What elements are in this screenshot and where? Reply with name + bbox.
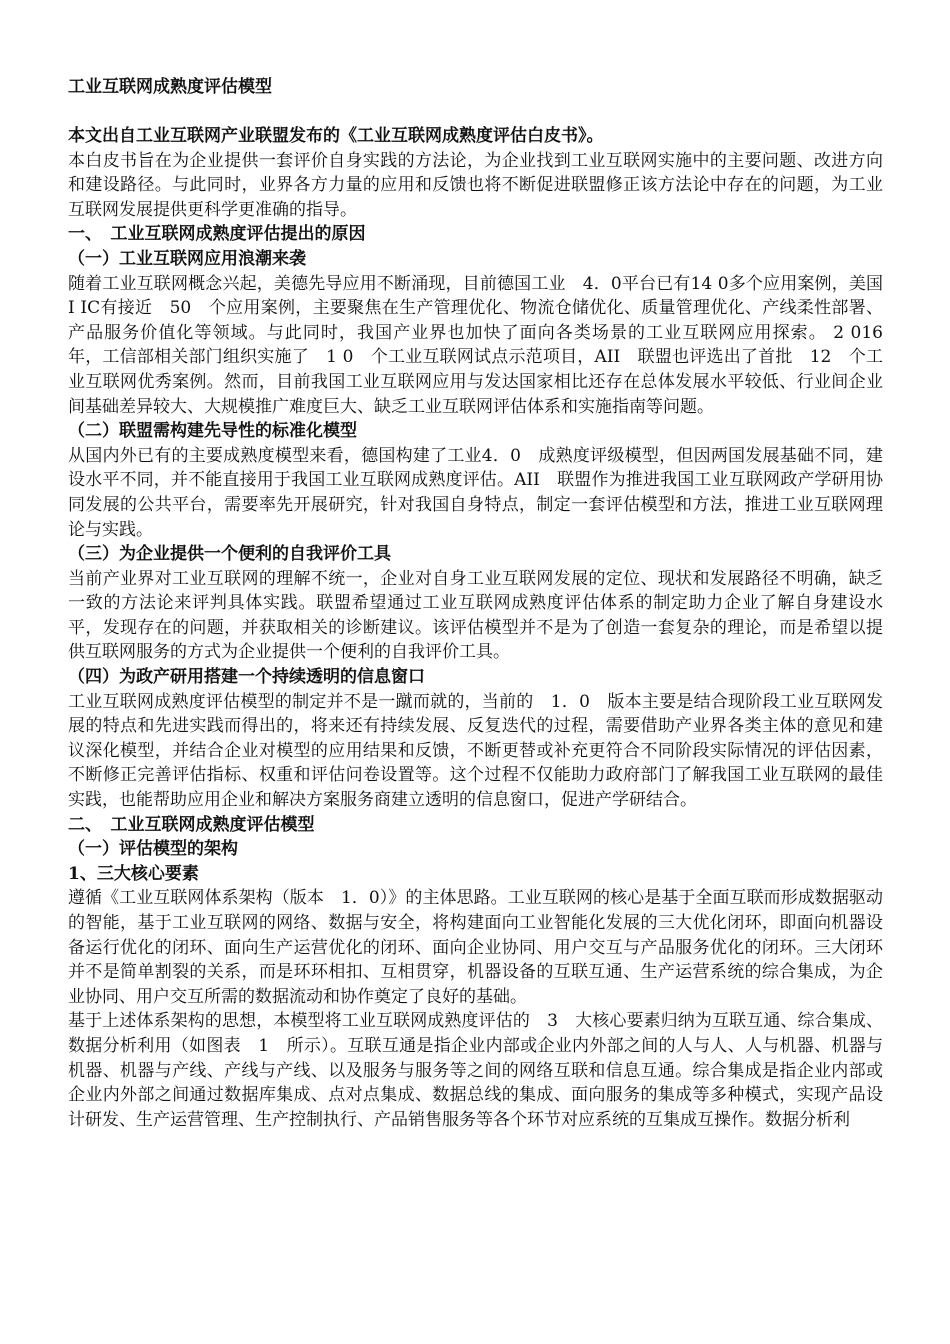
section-2-heading: 二、 工业互联网成熟度评估模型 [68, 814, 315, 835]
document-title: 工业互联网成熟度评估模型 [68, 77, 272, 97]
document-page [68, 74, 900, 1132]
section-1-2-heading: （二）联盟需构建先导性的标准化模型 [68, 421, 357, 442]
section-1-1-heading: （一）工业互联网应用浪潮来袭 [68, 248, 306, 269]
section-1-3-paragraph: 当前产业界对工业互联网的理解不统一，企业对自身工业互联网发展的定位、现状和发展路径不明确，缺乏一致的方法论来评判具体实践。联盟希望通过工业互联网成熟度评估体系的制定助力企业了解自身建设水平，发现存在的问题，并获取相关的诊断建议。该评估模型并不是为了创造一套复杂的理论，而是希望以提供互联网服务的方式为企业提供一个便利的自我评价工具。 [68, 568, 883, 663]
section-2-1-heading: （一）评估模型的架构 [68, 839, 238, 860]
section-1-2-paragraph: 从国内外已有的主要成熟度模型来看，德国构建了工业4．0 成熟度评级模型，但因两国发展基础不同，建设水平不同，并不能直接用于我国工业互联网成熟度评估。AII 联盟作为推进我国工业互联网政产学研用协同发展的公共平台，需要率先开展研究，针对我国自身特点，制定一套评估模型和方法，推进工业互联网理论与实践。 [68, 445, 883, 540]
section-2-1-1-heading: 1、三大核心要素 [68, 863, 199, 884]
intro-paragraph: 本白皮书旨在为企业提供一套评价自身实践的方法论，为企业找到工业互联网实施中的主要问题、改进方向和建设路径。与此同时，业界各方力量的应用和反馈也将不断促进联盟修正该方法论中存在的问题，为工业互联网发展提供更科学更准确的指导。 [68, 150, 883, 220]
source-line: 本文出自工业互联网产业联盟发布的《工业互联网成熟度评估白皮书》。 [68, 126, 604, 146]
section-2-1-1-paragraph-2: 基于上述体系架构的思想，本模型将工业互联网成熟度评估的 3 大核心要素归纳为互联互通、综合集成、数据分析利用（如图表 1 所示）。互联互通是指企业内部或企业内外部之间的人与人、人与机器、机器与机器、机器与产线、产线与产线、以及服务与服务等之间的网络互联和信息互通。综合集成是指企业内部或企业内外部之间通过数据库集成、点对点集成、数据总线的集成、面向服务的集成等多种模式，实现产品设计研发、生产运营管理、生产控制执行、产品销售服务等各个环节对应系统的互集成互操作。数据分析利 [68, 1011, 883, 1130]
section-2-1-1-paragraph-1: 遵循《工业互联网体系架构（版本 1．0）》的主体思路。工业互联网的核心是基于全面互联而形成数据驱动的智能，基于工业互联网的网络、数据与安全，将构建面向工业智能化发展的三大优化闭环，即面向机器设备运行优化的闭环、面向生产运营优化的闭环、面向企业协同、用户交互与产品服务优化的闭环。三大闭环并不是简单割裂的关系，而是环环相扣、互相贯穿，机器设备的互联互通、生产运营系统的综合集成，为企业协同、用户交互所需的数据流动和协作奠定了良好的基础。 [68, 888, 883, 1007]
section-1-heading: 一、 工业互联网成熟度评估提出的原因 [68, 224, 366, 245]
section-1-4-paragraph: 工业互联网成熟度评估模型的制定并不是一蹴而就的，当前的 1．0 版本主要是结合现阶段工业互联网发展的特点和先进实践而得出的，将来还有持续发展、反复迭代的过程，需要借助产业界各类主体的意见和建议深化模型，并结合企业对模型的应用结果和反馈，不断更替或补充更符合不同阶段实际情况的评估因素，不断修正完善评估指标、权重和评估问卷设置等。这个过程不仅能助力政府部门了解我国工业互联网的最佳实践，也能帮助应用企业和解决方案服务商建立透明的信息窗口，促进产学研结合。 [68, 691, 883, 811]
section-1-4-heading: （四）为政产研用搭建一个持续透明的信息窗口 [68, 667, 425, 688]
section-1-1-paragraph: 随着工业互联网概念兴起，美德先导应用不断涌现，目前德国工业 4．0平台已有14 0多个应用案例，美国 I IC有接近 50 个应用案例，主要聚焦在生产管理优化、物流仓储优化、质量管理优化、产线柔性部署、产品服务价值化等领域。与此同时，我国产业界也加快了面向各类场景的工业互联网应用探索。 2 016 年，工信部相关部门组织实施了 1 0 个工业互联网试点示范项目，AII 联盟也评选出了首批 12 个工业互联网优秀案例。然而，目前我国工业互联网应用与发达国家相比还存在总体发展水平较低、行业间企业间基础差异较大、大规模推广难度巨大、缺乏工业互联网评估体系和实施指南等问题。 [68, 273, 900, 417]
section-1-3-heading: （三）为企业提供一个便利的自我评价工具 [68, 544, 391, 565]
